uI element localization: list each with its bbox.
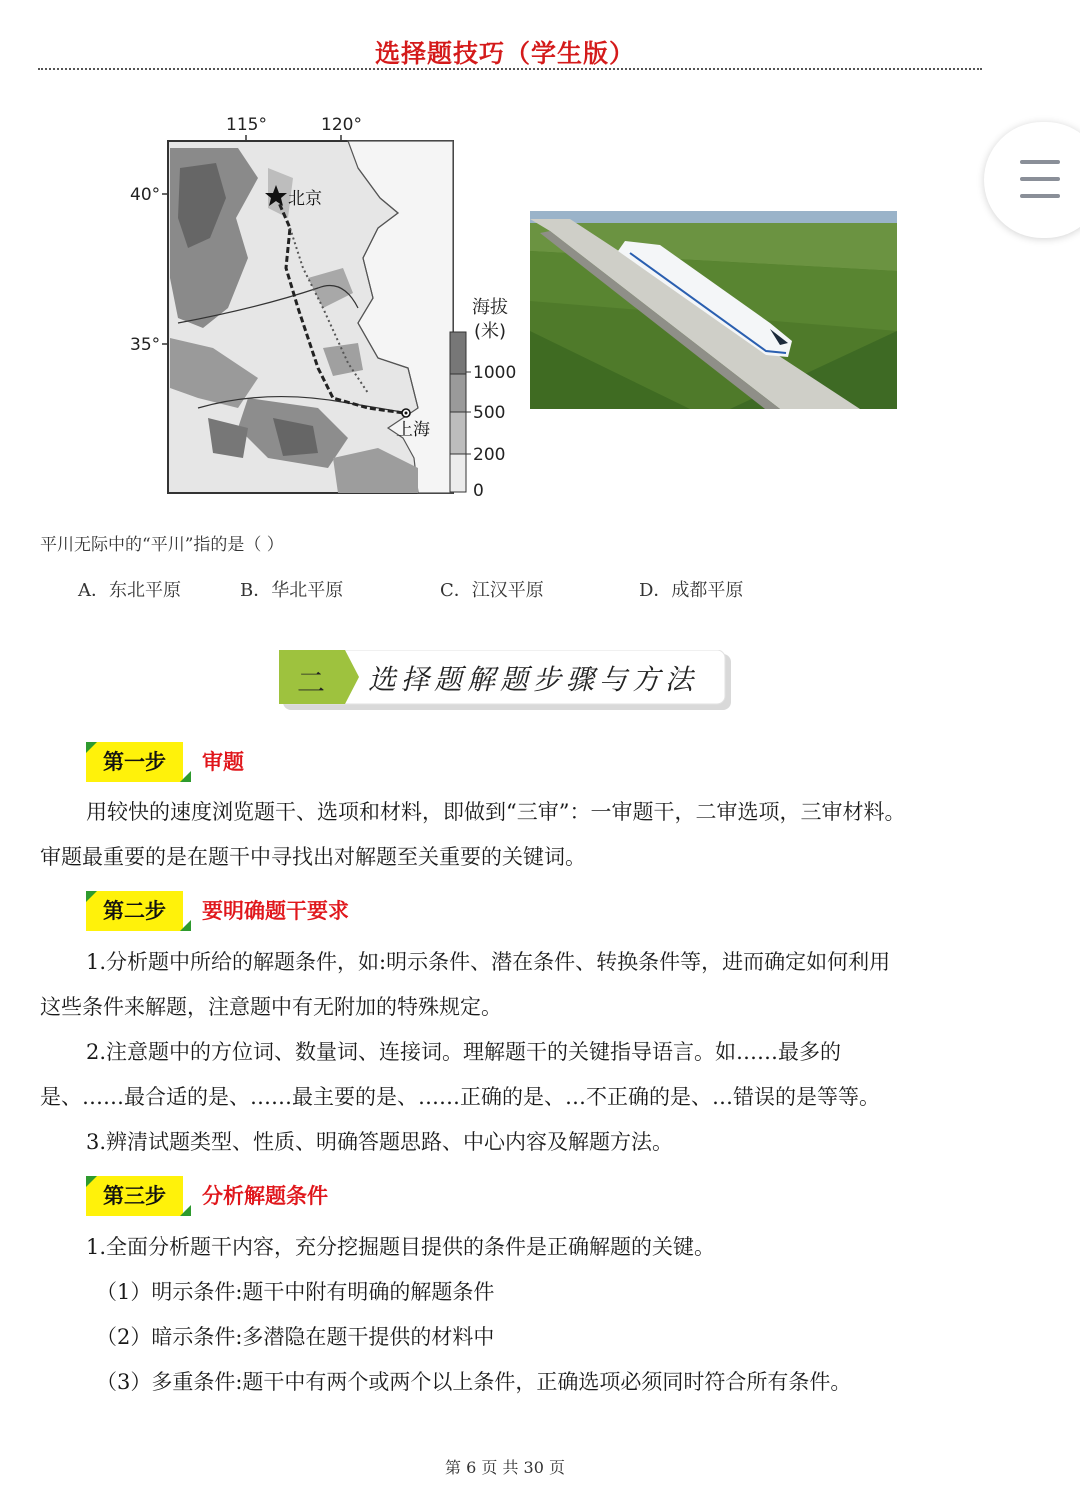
legend-unit: (米)	[474, 321, 507, 342]
tag-corner-icon	[86, 1176, 97, 1187]
city-beijing-label: 北京	[288, 189, 322, 209]
step-3-tag: 第三步	[86, 1176, 183, 1216]
lon-label-120: 120°	[321, 115, 362, 135]
step-3-label: 分析解题条件	[202, 1184, 328, 1208]
step-2-paragraph: 1.分析题中所给的解题条件，如:明示条件、潜在条件、转换条件等，进而确定如何利用	[86, 950, 891, 974]
hamburger-icon	[1020, 160, 1060, 164]
header-divider	[38, 68, 982, 70]
step-3-paragraph: （2）暗示条件:多潜隐在题干提供的材料中	[96, 1325, 495, 1349]
step-3-paragraph: （3）多重条件:题干中有两个或两个以上条件，正确选项必须同时符合所有条件。	[96, 1370, 852, 1394]
legend-tick-500: 500	[473, 403, 506, 423]
step-2-heading	[86, 891, 386, 931]
menu-button[interactable]	[984, 122, 1080, 238]
terrain-map	[118, 108, 538, 504]
lat-label-35: 35°	[130, 335, 161, 355]
hamburger-icon-bar	[1020, 177, 1060, 181]
question-stem: 平川无际中的“平川”指的是（ ）	[40, 535, 284, 555]
legend-tick-1000: 1000	[473, 363, 517, 383]
step-1-paragraph: 用较快的速度浏览题干、选项和材料，即做到“三审”：一审题干，二审选项，三审材料。	[86, 800, 906, 824]
step-3-paragraph: 1.全面分析题干内容，充分挖掘题目提供的条件是正确解题的关键。	[86, 1235, 716, 1259]
step-1-heading	[86, 742, 286, 782]
step-2-paragraph: 2.注意题中的方位词、数量词、连接词。理解题干的关键指导语言。如……最多的	[86, 1040, 842, 1064]
section-title: 选择题解题步骤与方法	[368, 663, 699, 696]
legend-title: 海拔	[472, 297, 508, 318]
step-2-paragraph: 是、……最合适的是、……最主要的是、……正确的是、…不正确的是、…错误的是等等。	[40, 1085, 880, 1109]
step-3-paragraph: （1）明示条件:题干中附有明确的解题条件	[96, 1280, 495, 1304]
option-c: C．江汉平原	[440, 580, 544, 601]
tag-corner-icon	[180, 920, 191, 931]
step-2-paragraph: 这些条件来解题，注意题中有无附加的特殊规定。	[40, 995, 502, 1019]
tag-corner-icon	[180, 1205, 191, 1216]
step-1-paragraph: 审题最重要的是在题干中寻找出对解题至关重要的关键词。	[40, 845, 586, 869]
train-photo	[530, 211, 897, 409]
tag-corner-icon	[180, 771, 191, 782]
step-1-tag: 第一步	[86, 742, 183, 782]
step-2-label: 要明确题干要求	[202, 899, 349, 923]
tag-corner-icon	[86, 891, 97, 902]
lat-label-40: 40°	[130, 185, 161, 205]
option-a: A．东北平原	[78, 580, 181, 601]
step-2-tag: 第二步	[86, 891, 183, 931]
option-b: B．华北平原	[240, 580, 344, 601]
page-header-title: 选择题技巧（学生版）	[374, 39, 635, 68]
step-2-paragraph: 3.辨清试题类型、性质、明确答题思路、中心内容及解题方法。	[86, 1130, 674, 1154]
city-shanghai-label: 上海	[396, 420, 430, 440]
tag-corner-icon	[86, 742, 97, 753]
hamburger-icon-bar	[1020, 194, 1060, 198]
step-3-heading	[86, 1176, 386, 1216]
step-1-label: 审题	[202, 750, 244, 774]
legend-tick-200: 200	[473, 445, 506, 465]
section-number: 二	[297, 666, 326, 699]
page-number: 第 6 页 共 30 页	[445, 1458, 565, 1477]
lon-label-115: 115°	[226, 115, 267, 135]
option-d: D．成都平原	[639, 580, 744, 601]
legend-tick-0: 0	[473, 481, 484, 501]
